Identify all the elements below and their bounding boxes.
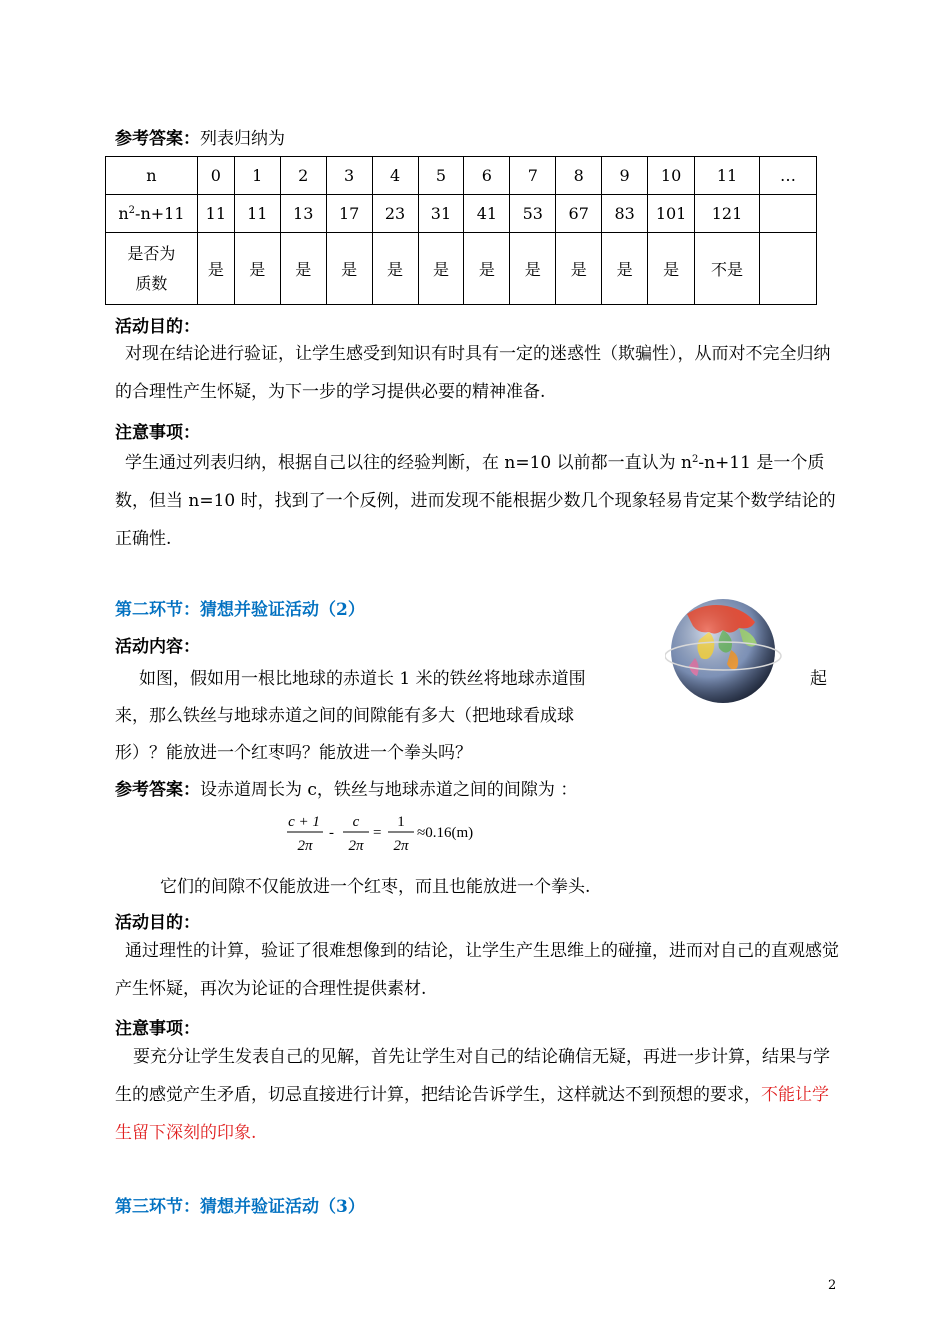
value-cell: 13 (280, 195, 326, 233)
value-cell: 17 (326, 195, 372, 233)
value-cell: 11 (197, 195, 234, 233)
table-row-values (106, 195, 817, 233)
n-cell: 9 (602, 157, 648, 195)
prime-cell: 是 (510, 233, 556, 305)
content-line: 如图，假如用一根比地球的赤道长 1 米的铁丝将地球赤道围 (139, 669, 586, 689)
prime-cell: 是 (234, 233, 280, 305)
gap-formula (285, 808, 505, 858)
n-cell: 5 (418, 157, 464, 195)
n-cell: 3 (326, 157, 372, 195)
row-label-n: n (106, 157, 198, 195)
prime-cell: 不是 (695, 233, 760, 305)
n-cell: 0 (197, 157, 234, 195)
formula-numerator: 1 (397, 814, 405, 830)
goal-paragraph: 对现在结论进行验证，让学生感受到知识有时具有一定的迷惑性（欺骗性），从而对不完全归纳的合理性产生怀疑，为下一步的学习提供必要的精神准备. (115, 344, 831, 402)
value-cell: 67 (556, 195, 602, 233)
answer-text: 列表归纳为 (200, 129, 285, 149)
globe-image (665, 596, 783, 708)
formula-denominator: 2π (297, 838, 313, 854)
n-cell: … (759, 157, 816, 195)
page-number: 2 (828, 1278, 837, 1293)
value-cell: 121 (695, 195, 760, 233)
prime-cell: 是 (326, 233, 372, 305)
note-paragraph: 学生通过列表归纳，根据自己以往的经验判断，在 n=10 以前都一直认为 $n^2-n+11$ 是一个质数，但当 n=10 时，找到了一个反例，进而发现不能根据少数几个现象轻易肯定某个数学结论的正确性. (115, 453, 836, 549)
section-heading-2: 第二环节：猜想并验证活动（2） (115, 600, 365, 620)
n-cell: 6 (464, 157, 510, 195)
prime-table (105, 156, 817, 305)
formula-minus: - (329, 825, 334, 841)
value-cell: 23 (372, 195, 418, 233)
note-label: 注意事项： (115, 1019, 200, 1039)
note-paragraph: 要充分让学生发表自己的见解，首先让学生对自己的结论确信无疑，再进一步计算，结果与学生的感觉产生矛盾，切忌直接进行计算，把结论告诉学生，这样就达不到预想的要求，不能让学生留下深刻的印象. (115, 1047, 830, 1143)
n-cell: 1 (234, 157, 280, 195)
goal-label: 活动目的： (115, 913, 200, 933)
content-line-tail: 起 (810, 669, 827, 689)
formula-approx: ≈0.16(m) (417, 825, 474, 841)
answer-text: 设赤道周长为 c，铁丝与地球赤道之间的间隙为 ： (200, 780, 578, 800)
formula-denominator: 2π (393, 838, 409, 854)
n-cell: 7 (510, 157, 556, 195)
content-label: 活动内容： (115, 637, 200, 657)
value-cell: 41 (464, 195, 510, 233)
n-cell: 10 (648, 157, 695, 195)
answer-label: 参考答案： (115, 129, 200, 149)
n-cell: 4 (372, 157, 418, 195)
value-cell: 53 (510, 195, 556, 233)
note-label: 注意事项： (115, 423, 200, 443)
prime-cell: 是 (372, 233, 418, 305)
n-cell: 8 (556, 157, 602, 195)
value-cell: 101 (648, 195, 695, 233)
table-row-n (106, 157, 817, 195)
n-cell: 2 (280, 157, 326, 195)
goal-label: 活动目的： (115, 317, 200, 337)
prime-cell: 是 (602, 233, 648, 305)
highlight-text: 不能让学生留下深刻的印象. (115, 1085, 829, 1143)
prime-cell: 是 (648, 233, 695, 305)
answer-label: 参考答案： (115, 780, 200, 800)
row-label-prime: 是否为 质数 (106, 233, 198, 305)
prime-cell: 是 (197, 233, 234, 305)
answer-line (115, 124, 285, 149)
conclusion-line: 它们的间隙不仅能放进一个红枣，而且也能放进一个拳头. (160, 877, 591, 897)
value-cell: 31 (418, 195, 464, 233)
value-cell: 83 (602, 195, 648, 233)
prime-cell (759, 233, 816, 305)
n-cell: 11 (695, 157, 760, 195)
table-row-prime (106, 233, 817, 305)
prime-cell: 是 (280, 233, 326, 305)
prime-cell: 是 (464, 233, 510, 305)
answer-line (115, 775, 577, 800)
formula-denominator: 2π (348, 838, 364, 854)
row-label-expression: $n^2-n+11$ (106, 195, 198, 233)
formula-equals: = (373, 825, 382, 841)
content-line: 来，那么铁丝与地球赤道之间的间隙能有多大（把地球看成球 (115, 706, 574, 726)
goal-paragraph: 通过理性的计算，验证了很难想像到的结论，让学生产生思维上的碰撞，进而对自己的直观感觉产生怀疑，再次为论证的合理性提供素材. (115, 941, 839, 999)
value-cell (759, 195, 816, 233)
formula-numerator: c (352, 814, 360, 830)
prime-cell: 是 (418, 233, 464, 305)
content-line: 形）？能放进一个红枣吗？能放进一个拳头吗？ (115, 743, 472, 763)
section-heading-3: 第三环节：猜想并验证活动（3） (115, 1197, 365, 1217)
prime-cell: 是 (556, 233, 602, 305)
value-cell: 11 (234, 195, 280, 233)
formula-numerator: c + 1 (288, 814, 320, 830)
